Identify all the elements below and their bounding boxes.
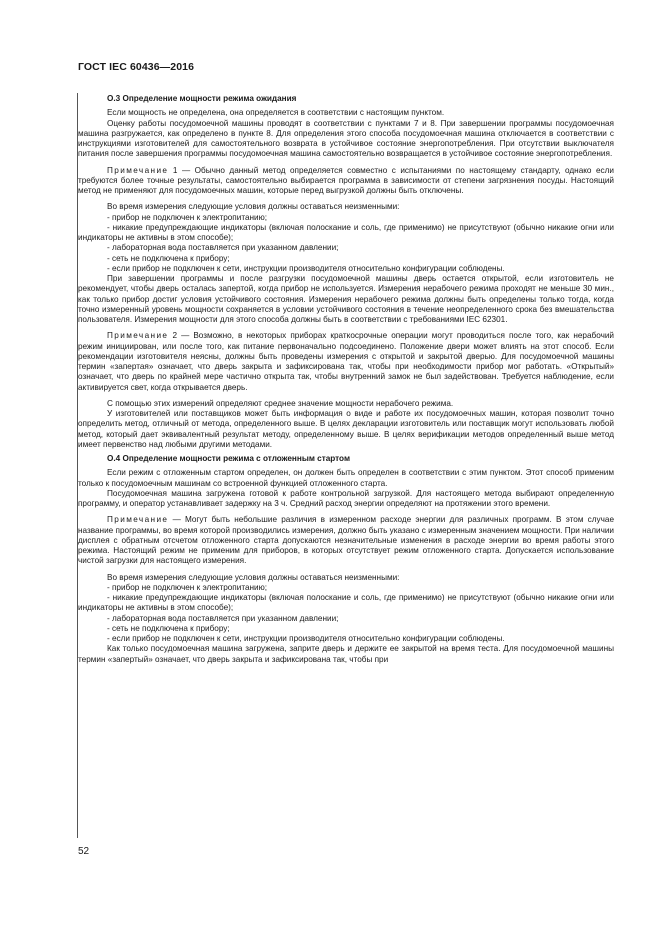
condition-item: - прибор не подключен к электропитанию; [107,212,268,222]
paragraph: С помощью этих измерений определяют среднее значение мощности нерабочего режима. [107,398,454,408]
note-text: 2 — Возможно, в некоторых приборах краткосрочные операции могут проводиться после того, как нерабочий режим инициирован, или после того, как питание первоначально подсоединено. Положение двери может влиять на этот способ. Если рекомендации изготовителя неясны, должны быть проведены измерения с открытой и закрытой дверью. Для посудомоечной машины термин «запертая» означает, что дверь закрыта и зафиксирована так, чтобы при необходимости прибор мог работать. «Открытый» означает, что дверь по крайней мере частично открыта так, чтобы внутренний замок не был задействован. Требуется наблюдение, если активируется свет, когда открывается дверь. [78,331,614,392]
condition-item: - лабораторная вода поставляется при указанном давлении; [107,243,339,253]
condition-item: - лабораторная вода поставляется при указанном давлении; [107,613,339,623]
note-1 [78,166,614,197]
note-label: Примечание [107,165,169,175]
condition-item: - сеть не подключена к прибору; [107,623,230,633]
condition-item: - прибор не подключен к электропитанию; [107,582,268,592]
condition-item: - сеть не подключена к прибору; [107,253,230,263]
paragraph: Как только посудомоечная машина загружена, заприте дверь и держите ее закрытой на время теста. Для посудомоечной машины термин «запертый» означает, что дверь закрыта и зафиксирована так, чтобы при [78,644,614,664]
paragraph: У изготовителей или поставщиков может быть информация о виде и работе их посудомоечных машин, которая позволит точно определить метод, отличный от метода, определенного выше. В целях декларации изготовитель или поставщик могут использовать любой метод, который дает эквивалентный результат методу, определенному выше. В целях верификации методов определенный выше метод имеет первенство над любыми другими методами. [78,409,614,449]
note [78,515,614,566]
section-o3-heading: О.3 Определение мощности режима ожидания [107,94,297,103]
note-label: Примечание [107,515,169,525]
paragraph: Посудомоечная машина загружена готовой к работе контрольной загрузкой. Для настоящего метода выбирают определенную программу, и оператор устанавливает задержку на 3 ч. Средний расход энергии определяют на протяжении этого времени. [78,488,614,508]
paragraph: Если мощность не определена, она определяется в соответствии с настоящим пунктом. [107,108,445,118]
note-2 [78,331,614,393]
page-number: 52 [78,846,90,857]
condition-item: - если прибор не подключен к сети, инструкции производителя относительно конфигурации соблюдены. [107,634,505,643]
note-text: 1 — Обычно данный метод определяется совместно с испытаниями по настоящему стандарту, однако если требуются более точные результаты, самостоятельно выбирается программа в зависимости от степени загрязнения посуды. Настоящий метод не применяют для посудомоечных машин, которые перед выгрузкой должны быть отключены. [78,165,614,195]
note-text: — Могут быть небольшие различия в измеренном расходе энергии для различных программ. В этом случае название программы, во время которой производились измерения, должно быть указано с измеренным значением мощности. При наличии дисплея с обратным отсчетом отложенного старта допускаются незначительные изменения в расходе энергии во время работы этого режима. Настоящий режим не применим для приборов, в которых отсутствует режим отложенного старта. Допускается использование чистой загрузки для настоящего измерения. [78,515,614,566]
section-o4-heading: О.4 Определение мощности режима с отложенным стартом [107,454,351,463]
paragraph: При завершении программы и после разгрузки посудомоечной машины дверь остается открытой, если изготовитель не рекомендует, чтобы дверь осталась запертой, когда прибор не используется. Измерения нерабочего режима проходят не меньше 30 мин., как только прибор достиг условия устойчивого состояния. Измерения нерабочего режима должны быть определены только тогда, когда точно измеренный уровень мощности сохраняется в условии устойчивого состояния в течение неопределенного срока без вмешательства пользователя. Измерения мощности для этого способа должны быть в соответствии с требованиями IEC 62301. [78,274,614,324]
paragraph: Если режим с отложенным стартом определен, он должен быть определен в соответствии с этим пунктом. Этот способ применим только к посудомоечным машинам со встроенной функцией отложенного старта. [78,468,614,488]
paragraph: Оценку работы посудомоечной машины проводят в соответствии с пунктами 7 и 8. При завершении программы посудомоечная машина разгружается, как определено в пункте 8. Для определения этого способа посудомоечная машина отключается в соответствии с инструкциями изготовителей для самостоятельного возврата в устойчивое состояние энергопотребления. При отсутствии выключателя питания после завершения программы посудомоечная машина самостоятельно возвращается в устойчивое состояние энергопотребления. [78,118,614,159]
condition-item: - никакие предупреждающие индикаторы (включая полоскание и соль, где применимо) не присутствуют (обычно никакие огни или индикаторы не активны в этом способе); [78,222,614,242]
condition-item: - если прибор не подключен к сети, инструкции производителя относительно конфигурации соблюдены. [107,263,505,273]
page-body [78,94,614,665]
condition-item: - никакие предупреждающие индикаторы (включая полоскание и соль, где применимо) не присутствуют (обычно никакие огни или индикаторы не активны в этом способе); [78,593,614,613]
note-label: Примечание [107,331,169,341]
conditions-intro: Во время измерения следующие условия должны оставаться неизменными: [107,572,400,582]
conditions-intro: Во время измерения следующие условия должны оставаться неизменными: [107,202,400,212]
document-header: ГОСТ IEC 60436—2016 [78,61,195,73]
